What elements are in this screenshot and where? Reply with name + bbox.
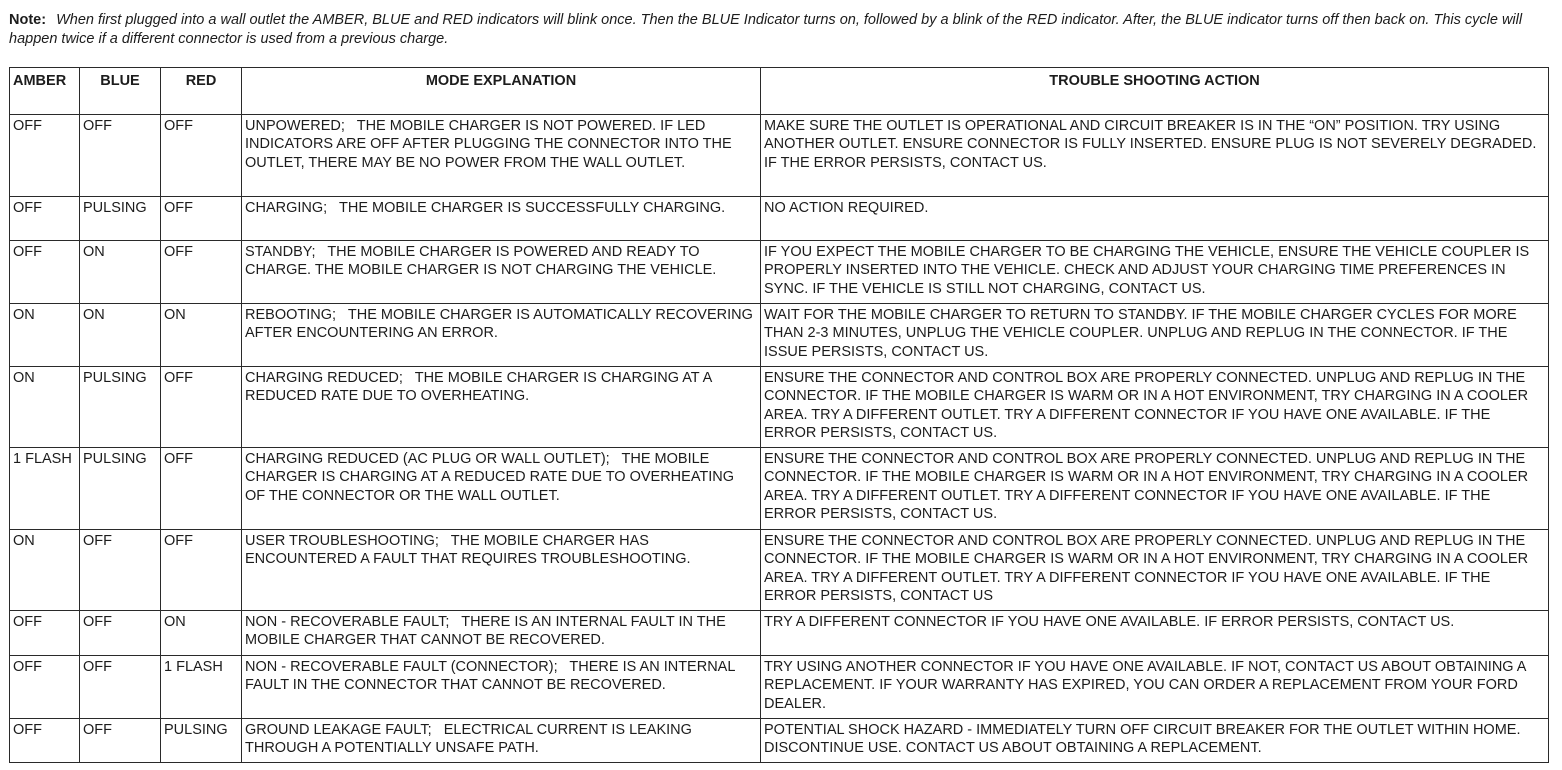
red-cell: OFF — [161, 241, 242, 304]
red-cell: OFF — [161, 115, 242, 197]
blue-cell: ON — [80, 304, 161, 367]
red-cell: 1 FLASH — [161, 656, 242, 719]
amber-cell: OFF — [10, 719, 80, 763]
action-cell: TRY A DIFFERENT CONNECTOR IF YOU HAVE ONE AVAILABLE. IF ERROR PERSISTS, CONTACT US. — [761, 611, 1549, 656]
header-red: RED — [161, 68, 242, 115]
amber-cell: OFF — [10, 115, 80, 197]
header-troubleshooting-action: TROUBLE SHOOTING ACTION — [761, 68, 1549, 115]
mode-cell: NON - RECOVERABLE FAULT; THERE IS AN INTERNAL FAULT IN THE MOBILE CHARGER THAT CANNOT BE RECOVERED. — [242, 611, 761, 656]
amber-cell: OFF — [10, 611, 80, 656]
red-cell: OFF — [161, 367, 242, 448]
blue-cell: PULSING — [80, 448, 161, 530]
action-cell: ENSURE THE CONNECTOR AND CONTROL BOX ARE PROPERLY CONNECTED. UNPLUG AND REPLUG IN THE CONNECTOR. IF THE MOBILE CHARGER IS WARM OR IN A HOT ENVIRONMENT, TRY CHARGING IN A COOLER AREA. TRY A DIFFERENT OUTLET. TRY A DIFFERENT CONNECTOR IF YOU HAVE ONE AVAILABLE. IF THE ERROR PERSISTS, CONTACT US. — [761, 367, 1549, 448]
amber-cell: ON — [10, 530, 80, 611]
action-cell: POTENTIAL SHOCK HAZARD - IMMEDIATELY TURN OFF CIRCUIT BREAKER FOR THE OUTLET WITHIN HOME. DISCONTINUE USE. CONTACT US ABOUT OBTAINING A REPLACEMENT. — [761, 719, 1549, 763]
action-cell: NO ACTION REQUIRED. — [761, 197, 1549, 241]
table-row — [10, 719, 1549, 763]
mode-cell: STANDBY; THE MOBILE CHARGER IS POWERED AND READY TO CHARGE. THE MOBILE CHARGER IS NOT CHARGING THE VEHICLE. — [242, 241, 761, 304]
blue-cell: PULSING — [80, 367, 161, 448]
table-row — [10, 656, 1549, 719]
action-cell: ENSURE THE CONNECTOR AND CONTROL BOX ARE PROPERLY CONNECTED. UNPLUG AND REPLUG IN THE CONNECTOR. IF THE MOBILE CHARGER IS WARM OR IN A HOT ENVIRONMENT, TRY CHARGING IN A COOLER AREA. TRY A DIFFERENT OUTLET. TRY A DIFFERENT CONNECTOR IF YOU HAVE ONE AVAILABLE. IF THE ERROR PERSISTS, CONTACT US — [761, 530, 1549, 611]
red-cell: OFF — [161, 530, 242, 611]
action-cell: ENSURE THE CONNECTOR AND CONTROL BOX ARE PROPERLY CONNECTED. UNPLUG AND REPLUG IN THE CONNECTOR. IF THE MOBILE CHARGER IS WARM OR IN A HOT ENVIRONMENT, TRY CHARGING IN A COOLER AREA. TRY A DIFFERENT OUTLET. TRY A DIFFERENT CONNECTOR IF YOU HAVE ONE AVAILABLE. IF THE ERROR PERSISTS, CONTACT US. — [761, 448, 1549, 530]
table-row — [10, 367, 1549, 448]
mode-cell: CHARGING REDUCED (AC PLUG OR WALL OUTLET); THE MOBILE CHARGER IS CHARGING AT A REDUCED RATE DUE TO OVERHEATING OF THE CONNECTOR OR THE WALL OUTLET. — [242, 448, 761, 530]
red-cell: OFF — [161, 448, 242, 530]
amber-cell: OFF — [10, 241, 80, 304]
table-row — [10, 611, 1549, 656]
blue-cell: OFF — [80, 719, 161, 763]
amber-cell: ON — [10, 304, 80, 367]
blue-cell: OFF — [80, 530, 161, 611]
header-amber: AMBER — [10, 68, 80, 115]
red-cell: OFF — [161, 197, 242, 241]
header-mode-explanation: MODE EXPLANATION — [242, 68, 761, 115]
action-cell: IF YOU EXPECT THE MOBILE CHARGER TO BE CHARGING THE VEHICLE, ENSURE THE VEHICLE COUPLER IS PROPERLY INSERTED INTO THE VEHICLE. CHECK AND ADJUST YOUR CHARGING TIME PREFERENCES IN SYNC. IF THE VEHICLE IS STILL NOT CHARGING, CONTACT US. — [761, 241, 1549, 304]
blue-cell: ON — [80, 241, 161, 304]
table-row — [10, 530, 1549, 611]
note-paragraph — [9, 11, 1544, 49]
mode-cell: NON - RECOVERABLE FAULT (CONNECTOR); THERE IS AN INTERNAL FAULT IN THE CONNECTOR THAT CANNOT BE RECOVERED. — [242, 656, 761, 719]
blue-cell: OFF — [80, 656, 161, 719]
table-row — [10, 115, 1549, 197]
red-cell: ON — [161, 611, 242, 656]
table-row — [10, 241, 1549, 304]
blue-cell: PULSING — [80, 197, 161, 241]
amber-cell: ON — [10, 367, 80, 448]
table-row — [10, 304, 1549, 367]
mode-cell: USER TROUBLESHOOTING; THE MOBILE CHARGER HAS ENCOUNTERED A FAULT THAT REQUIRES TROUBLESHOOTING. — [242, 530, 761, 611]
table-row — [10, 448, 1549, 530]
action-cell: MAKE SURE THE OUTLET IS OPERATIONAL AND CIRCUIT BREAKER IS IN THE “ON” POSITION. TRY USING ANOTHER OUTLET. ENSURE CONNECTOR IS FULLY INSERTED. ENSURE PLUG IS NOT SEVERELY DEGRADED. IF THE ERROR PERSISTS, CONTACT US. — [761, 115, 1549, 197]
note-text: When first plugged into a wall outlet the AMBER, BLUE and RED indicators will blink once. Then the BLUE Indicator turns on, followed by a blink of the RED indicator. After, the BLUE indicator turns off then back on. This cycle will happen twice if a different connector is used from a previous charge. — [9, 12, 1523, 47]
red-cell: ON — [161, 304, 242, 367]
indicator-table — [9, 67, 1549, 763]
action-cell: WAIT FOR THE MOBILE CHARGER TO RETURN TO STANDBY. IF THE MOBILE CHARGER CYCLES FOR MORE THAN 2-3 MINUTES, UNPLUG THE VEHICLE COUPLER. UNPLUG AND REPLUG IN THE CONNECTOR. IF THE ISSUE PERSISTS, CONTACT US. — [761, 304, 1549, 367]
amber-cell: OFF — [10, 197, 80, 241]
red-cell: PULSING — [161, 719, 242, 763]
mode-cell: CHARGING REDUCED; THE MOBILE CHARGER IS CHARGING AT A REDUCED RATE DUE TO OVERHEATING. — [242, 367, 761, 448]
action-cell: TRY USING ANOTHER CONNECTOR IF YOU HAVE ONE AVAILABLE. IF NOT, CONTACT US ABOUT OBTAINING A REPLACEMENT. IF YOUR WARRANTY HAS EXPIRED, YOU CAN ORDER A REPLACEMENT FROM YOUR FORD DEALER. — [761, 656, 1549, 719]
header-blue: BLUE — [80, 68, 161, 115]
amber-cell: OFF — [10, 656, 80, 719]
mode-cell: CHARGING; THE MOBILE CHARGER IS SUCCESSFULLY CHARGING. — [242, 197, 761, 241]
mode-cell: GROUND LEAKAGE FAULT; ELECTRICAL CURRENT IS LEAKING THROUGH A POTENTIALLY UNSAFE PATH. — [242, 719, 761, 763]
mode-cell: UNPOWERED; THE MOBILE CHARGER IS NOT POWERED. IF LED INDICATORS ARE OFF AFTER PLUGGING THE CONNECTOR INTO THE OUTLET, THERE MAY BE NO POWER FROM THE WALL OUTLET. — [242, 115, 761, 197]
amber-cell: 1 FLASH — [10, 448, 80, 530]
blue-cell: OFF — [80, 115, 161, 197]
mode-cell: REBOOTING; THE MOBILE CHARGER IS AUTOMATICALLY RECOVERING AFTER ENCOUNTERING AN ERROR. — [242, 304, 761, 367]
blue-cell: OFF — [80, 611, 161, 656]
note-label: Note: — [9, 12, 47, 28]
header-row — [10, 68, 1549, 115]
table-row — [10, 197, 1549, 241]
